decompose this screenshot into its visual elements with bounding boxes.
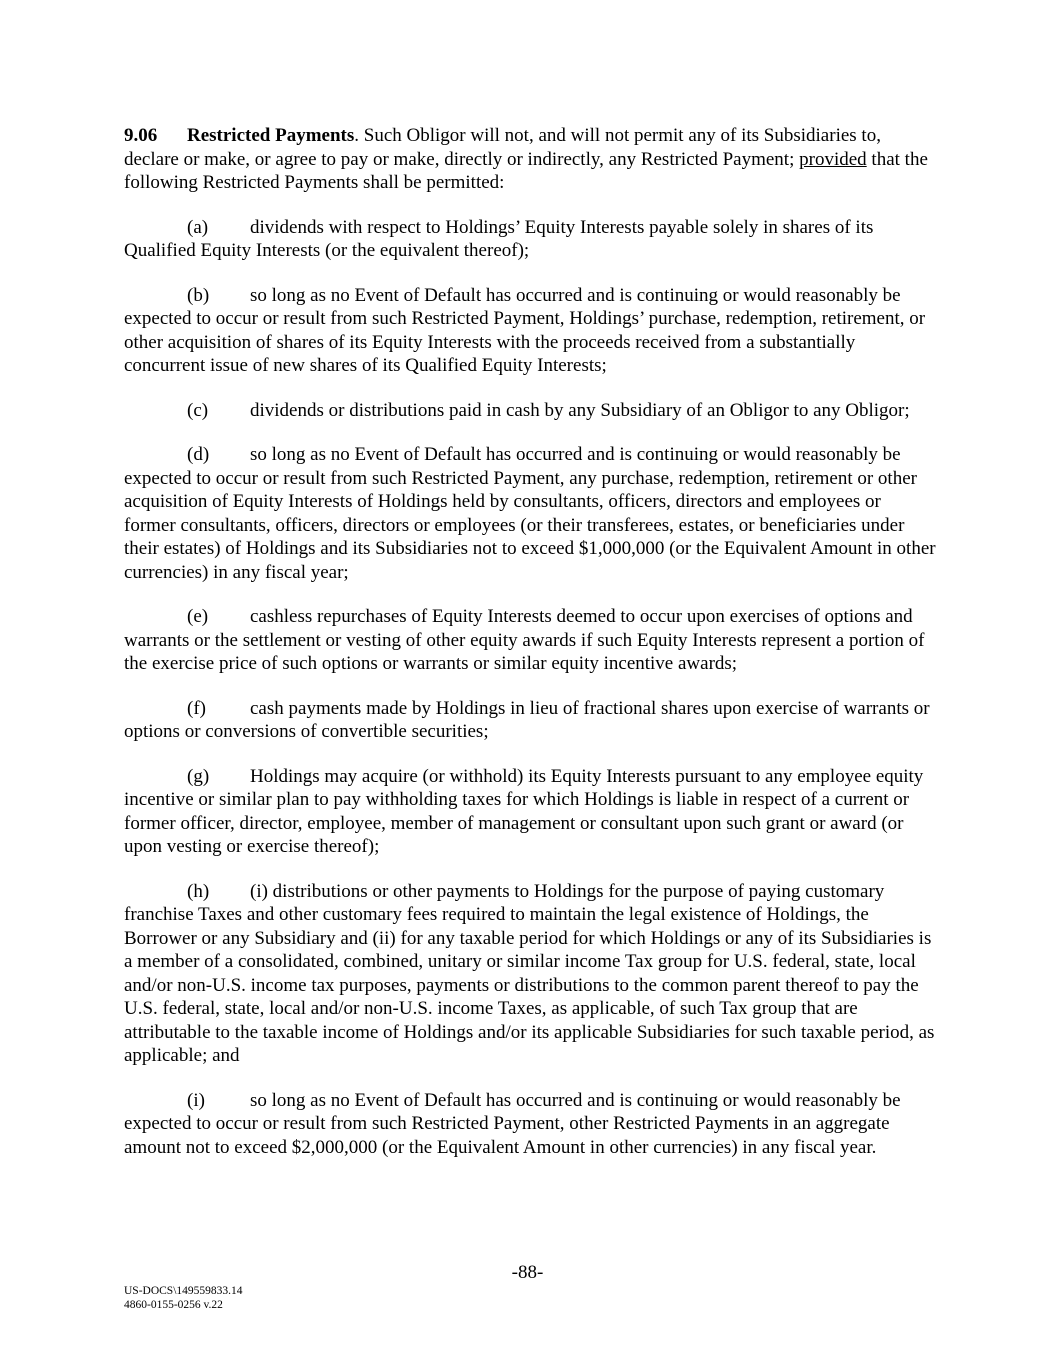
section-intro-before: . Such Obligor will not, and will not permit any of its Subsidiaries to, declare or make, or agree to pay or make, directly or indirectly, any Restricted Payment; — [124, 125, 881, 170]
clause-text: cashless repurchases of Equity Interests deemed to occur upon exercises of options and warrants or the settlement or vesting of other equity awards if such Equity Interests represent a portion of the exercise price of such options or warrants or similar equity incentive awards; — [124, 606, 925, 674]
clause-label: (i) — [187, 1089, 205, 1111]
document-body — [124, 124, 936, 1180]
clause-text: cash payments made by Holdings in lieu of fractional shares upon exercise of warrants or options or conversions of convertible securities; — [124, 697, 930, 742]
section-title: Restricted Payments — [187, 125, 355, 146]
section-intro-provided: provided — [799, 148, 867, 170]
clause-label: (a) — [187, 216, 209, 238]
clause-h — [124, 880, 936, 1068]
clause-a — [124, 216, 936, 263]
footer-version: 4860-0155-0256 v.22 — [124, 1299, 223, 1311]
clause-g — [124, 765, 936, 859]
clause-d — [124, 443, 936, 584]
clause-label: (f) — [187, 697, 206, 719]
clause-b — [124, 284, 936, 378]
clause-label: (c) — [187, 399, 209, 421]
clause-label: (h) — [187, 880, 210, 902]
clause-text: so long as no Event of Default has occurred and is continuing or would reasonably be expected to occur or result from such Restricted Payment, other Restricted Payments in an aggregate amount not to exceed $2,000,000 (or the Equivalent Amount in other currencies) in any fiscal year. — [124, 1089, 901, 1158]
section-number: 9.06 — [124, 125, 158, 146]
clause-e — [124, 605, 936, 676]
clause-f — [124, 697, 936, 744]
footer-doc-id: US-DOCS\149559833.14 — [124, 1285, 243, 1297]
clause-text: Holdings may acquire (or withhold) its Equity Interests pursuant to any employee equity incentive or similar plan to pay withholding taxes for which Holdings is liable in respect of a current or former officer, director, employee, member of management or consultant upon such grant or award (or upon vesting or exercise thereof); — [124, 765, 924, 857]
clause-text: dividends or distributions paid in cash by any Subsidiary of an Obligor to any Obligor; — [250, 399, 910, 421]
clause-label: (g) — [187, 765, 210, 787]
clause-i — [124, 1089, 936, 1160]
clause-c — [124, 399, 936, 423]
page-number: -88- — [511, 1262, 544, 1283]
clause-text: dividends with respect to Holdings’ Equity Interests payable solely in shares of its Qualified Equity Interests (or the equivalent thereof); — [124, 216, 874, 261]
clause-text: so long as no Event of Default has occurred and is continuing or would reasonably be expected to occur or result from such Restricted Payment, Holdings’ purchase, redemption, retirement, or other acquisition of shares of its Equity Interests with the proceeds received from a substantially concurrent issue of new shares of its Qualified Equity Interests; — [124, 284, 926, 376]
clause-text: (i) distributions or other payments to Holdings for the purpose of paying customary franchise Taxes and other customary fees required to maintain the legal existence of Holdings, the Borrower or any Subsidiary and (ii) for any taxable period for which Holdings or any of its Subsidiaries is a member of a consolidated, combined, unitary or similar income Tax group for U.S. federal, state, local and/or non-U.S. income tax purposes, payments or distributions to the common parent thereof to pay the U.S. federal, state, local and/or non-U.S. income Taxes, as applicable, of such Tax group that are attributable to the taxable income of Holdings and/or its applicable Subsidiaries for such taxable period, as applicable; and — [124, 880, 935, 1066]
clause-label: (b) — [187, 284, 210, 306]
clause-label: (d) — [187, 444, 210, 465]
document-footer — [124, 1284, 243, 1312]
section-intro-after: that the following Restricted Payments shall be permitted: — [124, 148, 928, 193]
clause-label: (e) — [187, 606, 209, 627]
clause-text: so long as no Event of Default has occurred and is continuing or would reasonably be expected to occur or result from such Restricted Payment, any purchase, redemption, retirement or other acquisition of Equity Interests of Holdings held by consultants, officers, directors and employees or former consultants, officers, directors or employees (or their transferees, estates, or beneficiaries under their estates) of Holdings and its Subsidiaries not to exceed $1,000,000 (or the Equivalent Amount in other currencies) in any fiscal year; — [124, 444, 936, 583]
section-9-06-paragraph — [124, 124, 936, 195]
